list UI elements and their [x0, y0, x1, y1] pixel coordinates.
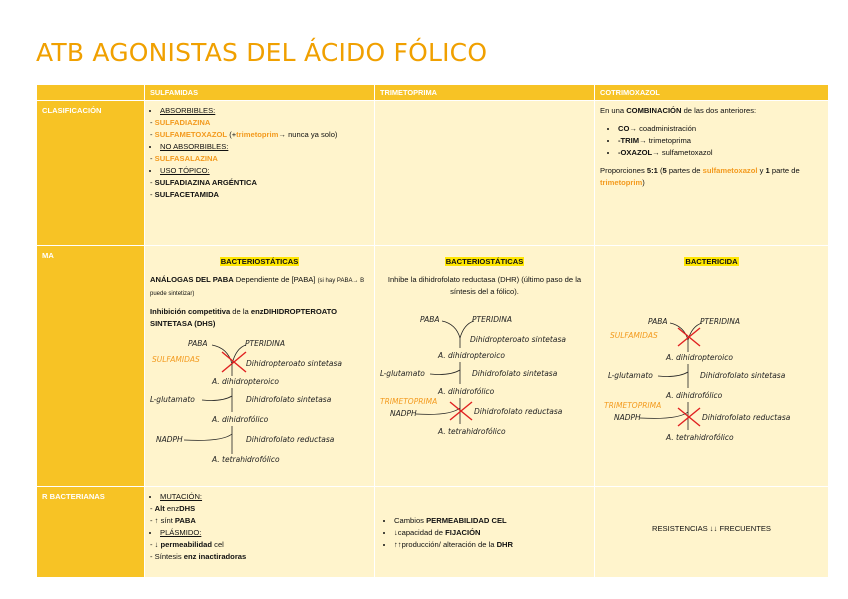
- co-item: • CO→ coadministración: [618, 123, 823, 135]
- inhibicion-text: Inhibición competitiva de la enzDIHIDROPTEROATO SINTETASA (DHS): [150, 307, 338, 328]
- mutacion-label: MUTACIÓN:: [160, 492, 203, 501]
- trim-item: • -TRIM→ trimetoprima: [618, 135, 823, 147]
- svg-text:A. tetrahidrofólico: A. tetrahidrofólico: [438, 427, 506, 436]
- sulfasalazina: SULFASALAZINA: [154, 154, 218, 163]
- analogas-text: ANÁLOGAS DEL PABA Dependiente de [PABA] (si hay PABA→ B puede sintetizar): [150, 275, 365, 297]
- svg-text:Dihidrofolato sintetasa: Dihidrofolato sintetasa: [700, 371, 786, 380]
- scheme-dhps: Dihidropteroato sintetasa: [246, 359, 342, 368]
- folate-pathway-diagram: [150, 336, 370, 476]
- dhr-description: Inhibe la dihidrofolato reductasa (DHR) (último paso de la síntesis del a fólico).: [387, 275, 582, 296]
- sulfadiazina-argentica: SULFADIAZINA ARGÉNTICA: [154, 178, 258, 187]
- cambios-permeabilidad: • Cambios PERMEABILIDAD CEL: [394, 515, 589, 527]
- scheme-a-dhf: A. dihidrofólico: [212, 415, 269, 424]
- svg-text:TRIMETOPRIMA: TRIMETOPRIMA: [604, 401, 662, 410]
- alt-dhs: - Alt enzDHS: [150, 503, 369, 515]
- scheme-l-glut: L-glutamato: [150, 395, 195, 404]
- scheme-pteridina: PTERIDINA: [245, 339, 285, 348]
- scheme-dhf-sint: Dihidrofolato sintetasa: [246, 395, 332, 404]
- sint-enz: - Síntesis enz inactiradoras: [150, 551, 369, 563]
- table-row-r-bacterianas: [37, 487, 829, 578]
- bacteriostaticas-badge-2: BACTERIOSTÁTICAS: [445, 257, 524, 266]
- uso-topico-label: USO TÓPICO:: [160, 166, 210, 175]
- page-title: ATB AGONISTAS DEL ÁCIDO FÓLICO: [36, 38, 488, 67]
- table-header-row: [37, 85, 829, 101]
- table-row-ma: [37, 246, 829, 487]
- svg-text:PABA: PABA: [648, 317, 668, 326]
- proporciones-text: Proporciones 5:1 (5 partes de sulfametoxazol y 1 parte de trimetoprim): [600, 166, 800, 187]
- svg-text:A. dihidrofólico: A. dihidrofólico: [438, 387, 495, 396]
- scheme-a-dhp: A. dihidropteroico: [212, 377, 279, 386]
- plasmido-label: PLÁSMIDO:: [160, 528, 202, 537]
- svg-text:NADPH: NADPH: [614, 413, 641, 422]
- oxazol-item: • -OXAZOL→ sulfametoxazol: [618, 147, 823, 159]
- svg-text:NADPH: NADPH: [390, 409, 417, 418]
- folate-pathway-diagram-3: [600, 314, 824, 454]
- svg-text:SULFAMIDAS: SULFAMIDAS: [610, 331, 658, 340]
- svg-text:L-glutamato: L-glutamato: [380, 369, 425, 378]
- svg-text:Dihidrofolato reductasa: Dihidrofolato reductasa: [474, 407, 563, 416]
- svg-text:PTERIDINA: PTERIDINA: [700, 317, 740, 326]
- table-row-clasificacion: [37, 101, 829, 246]
- svg-text:Dihidrofolato reductasa: Dihidrofolato reductasa: [702, 413, 791, 422]
- comparison-table: [36, 84, 829, 578]
- cell-r-cotrimoxazol: [595, 487, 829, 578]
- svg-text:PABA: PABA: [420, 315, 440, 324]
- cell-ma-sulfamidas: [145, 246, 375, 487]
- cell-clasificacion-trimetoprima: [375, 101, 595, 246]
- produccion-dhr: • ↑↑producción/ alteración de la DHR: [394, 539, 589, 551]
- svg-text:A. dihidropteroico: A. dihidropteroico: [438, 351, 505, 360]
- svg-text:L-glutamato: L-glutamato: [608, 371, 653, 380]
- row-label-r-bacterianas: R BACTERIANAS: [37, 487, 145, 578]
- sint-paba: - ↑ sínt PABA: [150, 515, 369, 527]
- svg-text:TRIMETOPRIMA: TRIMETOPRIMA: [380, 397, 438, 406]
- svg-text:PTERIDINA: PTERIDINA: [472, 315, 512, 324]
- combinacion-text: En una COMBINACIÓN de las dos anteriores:: [600, 106, 757, 115]
- bactericida-badge: BACTERICIDA: [685, 257, 738, 266]
- svg-text:A. dihidrofólico: A. dihidrofólico: [666, 391, 723, 400]
- cell-ma-cotrimoxazol: [595, 246, 829, 487]
- absorbibles-label: ABSORBIBLES:: [160, 106, 216, 115]
- no-absorbibles-label: NO ABSORBIBLES:: [160, 142, 229, 151]
- row-label-clasificacion: CLASIFICACIÓN: [37, 101, 145, 246]
- cell-r-trimetoprima: [375, 487, 595, 578]
- header-trimetoprima: TRIMETOPRIMA: [375, 85, 595, 101]
- header-sulfamidas: SULFAMIDAS: [145, 85, 375, 101]
- svg-text:A. tetrahidrofólico: A. tetrahidrofólico: [666, 433, 734, 442]
- cell-clasificacion-sulfamidas: [145, 101, 375, 246]
- header-cotrimoxazol: COTRIMOXAZOL: [595, 85, 829, 101]
- sulfametoxazol: SULFAMETOXAZOL: [154, 130, 228, 139]
- bacteriostaticas-badge: BACTERIOSTÁTICAS: [220, 257, 299, 266]
- scheme-a-thf: A. tetrahidrofólico: [212, 455, 280, 464]
- cell-r-sulfamidas: [145, 487, 375, 578]
- cell-ma-trimetoprima: [375, 246, 595, 487]
- svg-text:Dihidropteroato sintetasa: Dihidropteroato sintetasa: [470, 335, 566, 344]
- sulfadiazina: SULFADIAZINA: [154, 118, 211, 127]
- trimetoprim: trimetoprim: [236, 130, 279, 139]
- scheme-sulfamidas: SULFAMIDAS: [152, 355, 200, 364]
- scheme-nadph: NADPH: [156, 435, 183, 444]
- sulfacetamida: SULFACETAMIDA: [154, 190, 220, 199]
- resistencias-text: RESISTENCIAS ↓↓ FRECUENTES: [652, 524, 771, 533]
- header-empty: [37, 85, 145, 101]
- cell-clasificacion-cotrimoxazol: [595, 101, 829, 246]
- scheme-dhf-red: Dihidrofolato reductasa: [246, 435, 335, 444]
- paren-open: (+: [227, 130, 237, 139]
- perm-cel: - ↓ permeabilidad cel: [150, 539, 369, 551]
- folate-pathway-diagram-2: [380, 304, 590, 444]
- row-label-ma: MA: [37, 246, 145, 487]
- svg-text:A. dihidropteroico: A. dihidropteroico: [666, 353, 733, 362]
- nunca-solo: → nunca ya solo): [278, 130, 338, 139]
- capacidad-fijacion: • ↓capacidad de FIJACIÓN: [394, 527, 589, 539]
- svg-text:Dihidrofolato sintetasa: Dihidrofolato sintetasa: [472, 369, 558, 378]
- scheme-paba: PABA: [188, 339, 208, 348]
